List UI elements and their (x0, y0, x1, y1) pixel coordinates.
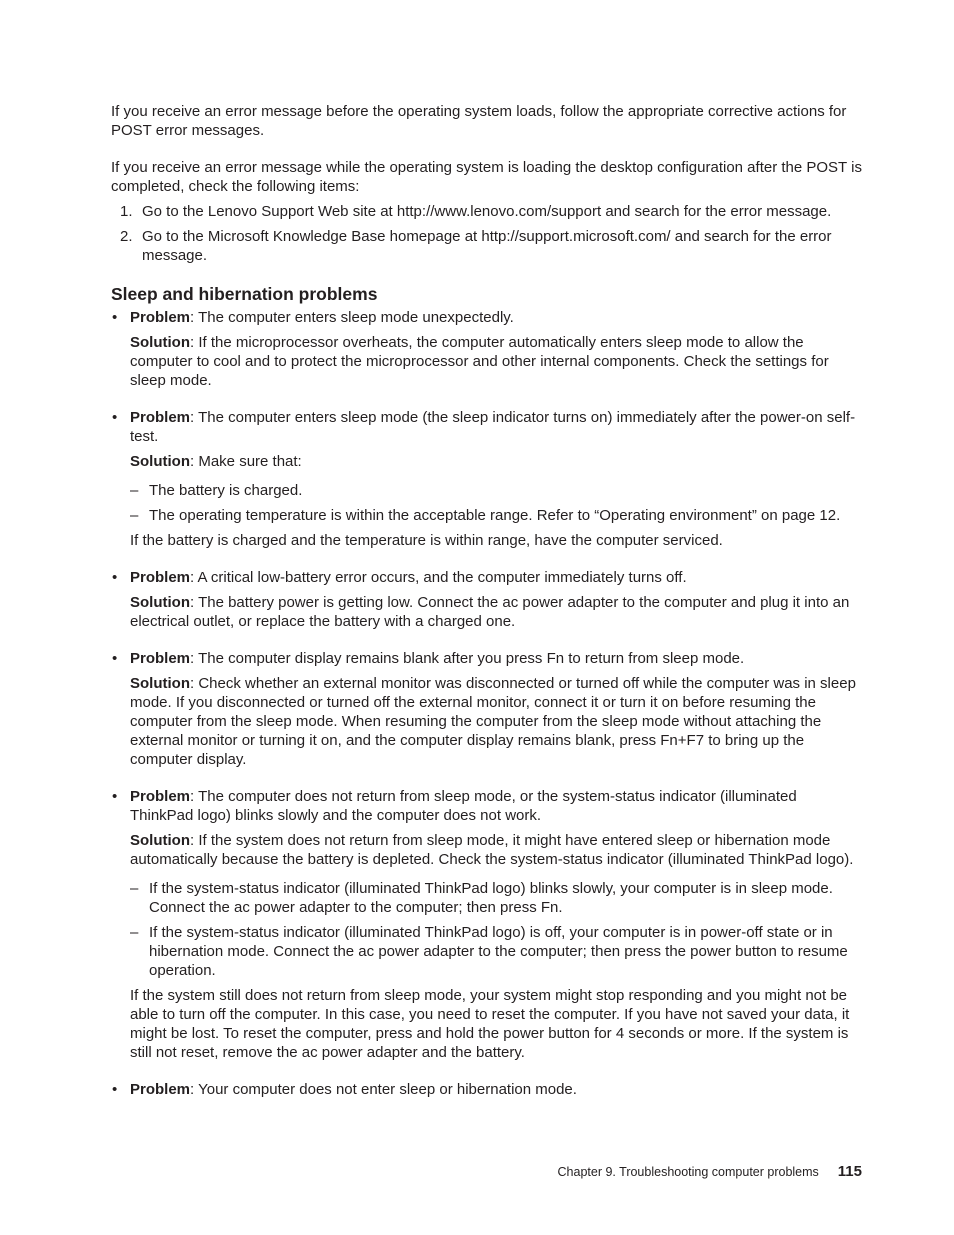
problem-text: The computer enters sleep mode unexpectedly. (198, 309, 514, 326)
list-item (130, 506, 863, 525)
solution-label: Solution (130, 453, 190, 470)
label-colon: : (190, 594, 199, 611)
list-item-number: 2. (120, 228, 133, 245)
bullet-icon: • (112, 650, 118, 667)
problem-label: Problem (130, 569, 191, 586)
list-item-text: The operating temperature is within the acceptable range. Refer to “Operating environment” on page 12. (149, 507, 841, 524)
list-item (130, 923, 863, 980)
bullet-icon: • (112, 569, 118, 586)
problem-label: Problem (130, 309, 191, 326)
problems-list (111, 308, 863, 1117)
problem-statement (130, 649, 863, 668)
dash-icon: – (130, 507, 139, 524)
problem-text: Your computer does not enter sleep or hibernation mode. (198, 1081, 577, 1098)
solution-statement (130, 593, 863, 631)
problem-item (111, 1080, 863, 1099)
problem-label: Problem (130, 409, 191, 426)
section-heading: Sleep and hibernation problems (111, 284, 378, 304)
bullet-icon: • (112, 1081, 118, 1098)
solution-statement (130, 452, 863, 471)
list-item (111, 202, 863, 221)
label-colon: : (190, 675, 199, 692)
list-item-number: 1. (120, 203, 133, 220)
list-item (111, 227, 863, 265)
solution-text: The battery power is getting low. Connect the ac power adapter to the computer and plug it into an electrical outlet, or replace the battery with a charged one. (130, 594, 850, 630)
dash-icon: – (130, 482, 139, 499)
problem-item (111, 408, 863, 550)
solution-text: Make sure that: (198, 453, 302, 470)
list-item (130, 879, 863, 917)
solution-text: If the microprocessor overheats, the computer automatically enters sleep mode to allow the computer to cool and to protect the microprocessor and other internal components. Check the settings for sleep mode. (130, 334, 829, 389)
label-colon: : (190, 788, 199, 805)
problem-label: Problem (130, 650, 191, 667)
solution-text: Check whether an external monitor was disconnected or turned off while the computer was in sleep mode. If you disconnected or turned off the external monitor, connect it or turn it on before resuming the computer from the sleep mode. When resuming the computer from the sleep mode without attaching the external monitor or turning it on, and the computer display remains blank, press Fn+F7 to bring up the computer display. (130, 675, 856, 768)
label-colon: : (190, 832, 199, 849)
problem-statement (130, 787, 863, 825)
solution-label: Solution (130, 334, 190, 351)
dash-icon: – (130, 924, 139, 941)
problem-text: The computer display remains blank after you press Fn to return from sleep mode. (198, 650, 745, 667)
solution-statement (130, 831, 863, 869)
label-colon: : (190, 334, 199, 351)
solution-text: If the system does not return from sleep mode, it might have entered sleep or hibernation mode automatically because the battery is depleted. Check the system-status indicator (illuminated ThinkPad logo). (130, 832, 854, 868)
solution-label: Solution (130, 675, 190, 692)
label-colon: : (190, 409, 199, 426)
follow-up-text: If the system still does not return from sleep mode, your system might stop responding and you might not be able to turn off the computer. In this case, you need to reset the computer. If you have not saved your data, it might be lost. To reset the computer, press and hold the power button for 4 seconds or more. If the system is still not reset, remove the ac power adapter and the battery. (130, 987, 850, 1061)
problem-label: Problem (130, 788, 191, 805)
list-item-text: The battery is charged. (149, 482, 303, 499)
problem-item (111, 649, 863, 769)
problem-item (111, 308, 863, 390)
problem-statement (130, 568, 863, 587)
bullet-icon: • (112, 309, 118, 326)
problem-item (111, 568, 863, 631)
dash-icon: – (130, 880, 139, 897)
page-number: 115 (837, 1163, 862, 1180)
bullet-icon: • (112, 409, 118, 426)
steps-list (111, 202, 863, 271)
label-colon: : (190, 1081, 199, 1098)
problem-text: The computer does not return from sleep mode, or the system-status indicator (illuminated ThinkPad logo) blinks slowly and the computer does not work. (130, 788, 797, 824)
label-colon: : (190, 309, 199, 326)
problem-text: The computer enters sleep mode (the sleep indicator turns on) immediately after the power-on self-test. (130, 409, 856, 445)
list-item-text: If the system-status indicator (illuminated ThinkPad logo) is off, your computer is in power-off state or in hibernation mode. Connect the ac power adapter to the computer; then press the power button to resume operation. (149, 924, 848, 979)
problem-item (111, 787, 863, 1062)
intro-paragraph-2: If you receive an error message while the operating system is loading the desktop configuration after the POST is completed, check the following items: (111, 159, 862, 195)
list-item-text: Go to the Lenovo Support Web site at http://www.lenovo.com/support and search for the error message. (142, 203, 832, 220)
list-item (130, 481, 863, 500)
solution-label: Solution (130, 594, 190, 611)
intro-paragraph-1: If you receive an error message before the operating system loads, follow the appropriate corrective actions for POST error messages. (111, 103, 847, 139)
bullet-icon: • (112, 788, 118, 805)
check-list (130, 879, 863, 980)
problem-statement (130, 408, 863, 446)
problem-text: A critical low-battery error occurs, and the computer immediately turns off. (197, 569, 687, 586)
label-colon: : (190, 650, 199, 667)
solution-statement (130, 674, 863, 769)
problem-label: Problem (130, 1081, 191, 1098)
label-colon: : (190, 453, 199, 470)
follow-up-text: If the battery is charged and the temperature is within range, have the computer serviced. (130, 532, 723, 549)
problem-statement (130, 1080, 863, 1099)
list-item-text: If the system-status indicator (illuminated ThinkPad logo) blinks slowly, your computer is in sleep mode. Connect the ac power adapter to the computer; then press Fn. (149, 880, 833, 916)
check-list (130, 481, 863, 525)
problem-statement (130, 308, 863, 327)
label-colon: : (190, 569, 198, 586)
page-footer (558, 1163, 862, 1180)
list-item-text: Go to the Microsoft Knowledge Base homepage at http://support.microsoft.com/ and search for the error message. (142, 228, 832, 264)
solution-label: Solution (130, 832, 190, 849)
chapter-title: Chapter 9. Troubleshooting computer problems (557, 1165, 819, 1179)
solution-statement (130, 333, 863, 390)
